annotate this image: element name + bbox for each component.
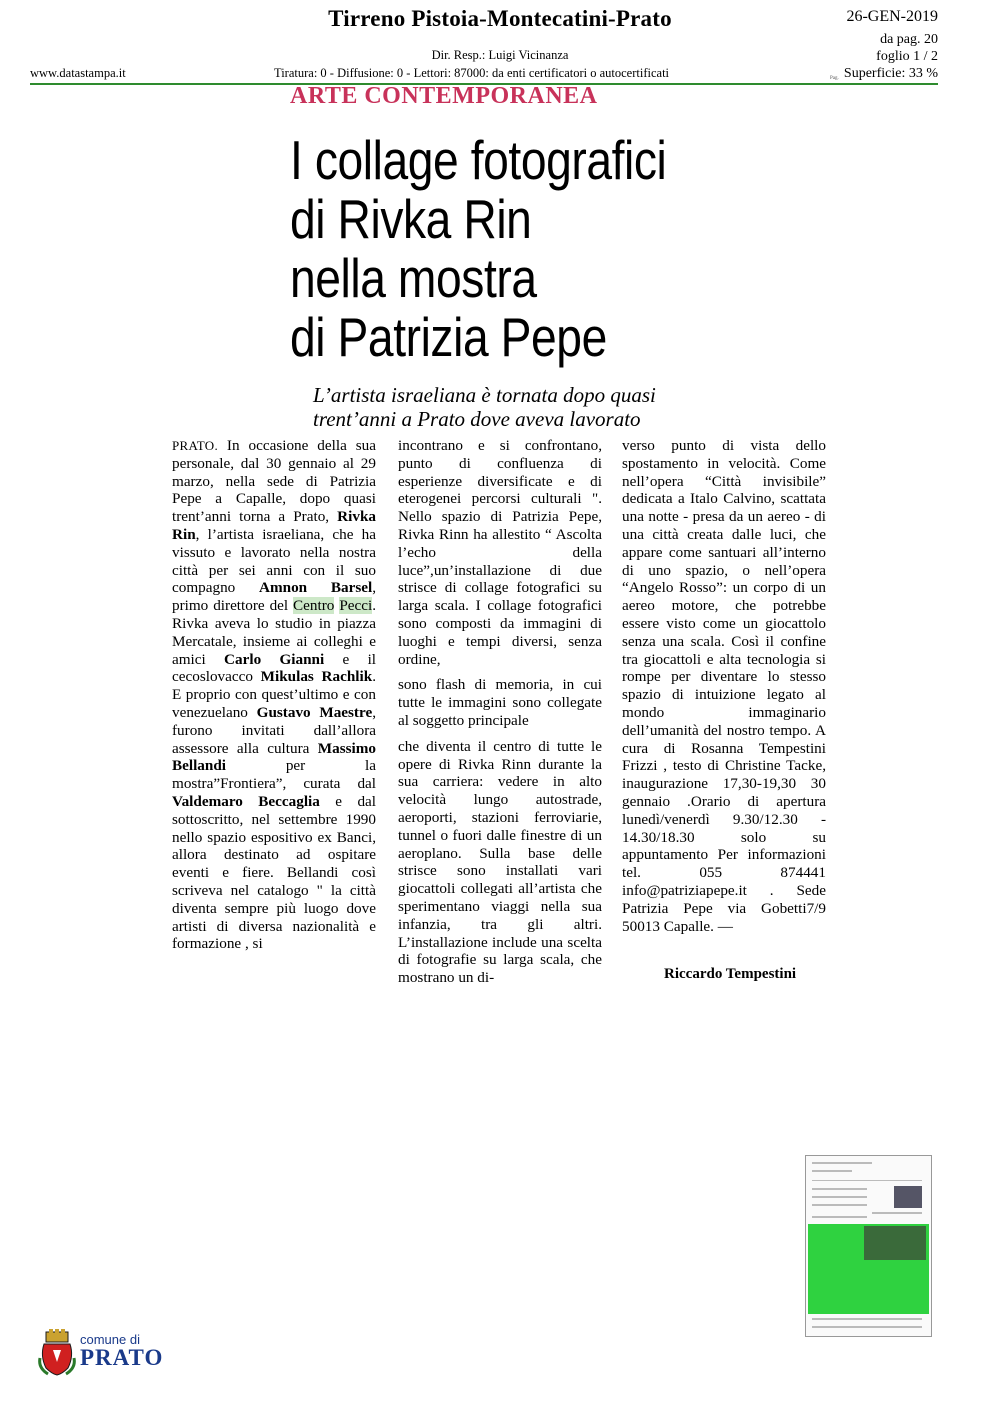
highlight-centro: Centro xyxy=(293,597,335,615)
surface-percent: Superficie: 33 % xyxy=(843,66,938,81)
article-column-2 xyxy=(398,437,602,987)
page-thumbnail[interactable] xyxy=(805,1155,932,1337)
article-column-1 xyxy=(172,437,376,953)
highlight-pecci: Pecci xyxy=(339,597,373,615)
article-byline: Riccardo Tempestini xyxy=(664,966,797,982)
publication-date: 26-GEN-2019 xyxy=(846,8,938,25)
article-headline xyxy=(290,131,760,367)
headline-line-1: I collage fotografici xyxy=(290,129,667,191)
director-line: Dir. Resp.: Luigi Vicinanza xyxy=(431,48,569,62)
subhead-line-1: L’artista israeliana è tornata dopo quasi xyxy=(313,383,656,407)
thumb-line xyxy=(812,1162,872,1164)
circulation-info: Tiratura: 0 - Diffusione: 0 - Lettori: 87000: da enti certificatori o autocertificati xyxy=(274,66,670,80)
thumb-line xyxy=(812,1318,922,1320)
article-column-3 xyxy=(622,437,826,935)
sheet-number: foglio 1 / 2 xyxy=(876,49,938,64)
headline-line-2: di Rivka Rin xyxy=(290,188,532,250)
headline-line-3: nella mostra xyxy=(290,247,537,309)
thumb-line xyxy=(872,1212,922,1214)
thumb-photo xyxy=(894,1186,922,1208)
page-number: da pag. 20 xyxy=(880,32,938,47)
subhead-line-2: trent’anni a Prato dove aveva lavorato xyxy=(313,407,641,431)
column-2-para-2: sono flash di memoria, in cui tutte le immagini sono collegate al soggetto principale xyxy=(398,676,602,729)
thumb-line xyxy=(812,1204,867,1206)
thumb-line xyxy=(812,1196,867,1198)
thumb-line xyxy=(812,1170,852,1172)
thumb-line xyxy=(812,1180,922,1181)
article-subhead xyxy=(313,383,656,431)
logo-subtitle: comune di xyxy=(80,1332,140,1347)
column-1-text: PRATO. In occasione della sua personale, dal 30 gennaio al 29 marzo, nella sede di Patrizia Pepe a Capalle, dopo quasi trent’anni torna a Prato, Rivka Rin, l’artista israeliana, che ha vissuto e lavorato nella nostra città per sei anni con il suo compagno Amnon Barsel, primo direttore del Centro Pecci. Rivka aveva lo studio in piazza Mercatale, insieme ai colleghi e amici Carlo Gianni e il cecoslovacco Mikulas Rachlik. E proprio con quest’ultimo e con venezuelano Gustavo Maestre, furono invitati dall’allora assessore alla cultura Massimo Bellandi per la mostra”Frontiera”, curata dal Valdemaro Beccaglia e dal sottoscritto, nel settembre 1990 nello spazio espositivo ex Banci, allora destinato ad ospitare eventi e fiere. Bellandi così scriveva nel catalogo " la città diventa sempre più luogo dove artisti di diversa nazionalità e formazione , si xyxy=(172,437,377,953)
column-2-para-3: che diventa il centro di tutte le opere di Rivka Rinn durante la sua carriera: vedere in alto velocità lungo autostrade, aeroporti, stazioni ferroviarie, tunnel o fuori dalle finestre di un aeroplano. Sulla base delle strisce sono installati vari giocattoli collegati all’artista che sperimentano viaggi nella sua infanzia, tra gli altri. L’installazione include una scelta di fotografie su larga scala, che mostrano un di- xyxy=(398,737,602,987)
thumb-line xyxy=(812,1326,922,1328)
prato-crest-icon xyxy=(38,1328,76,1376)
newspaper-title: Tirreno Pistoia-Montecatini-Prato xyxy=(328,6,672,31)
logo-title: PRATO xyxy=(80,1345,164,1370)
dateline: PRATO. xyxy=(172,438,218,453)
tiny-page-label: Pag. xyxy=(830,76,839,81)
column-3-para-1: verso punto di vista dello spostamento in velocità. Come nell’opera “Città invisibile” dedicata a Italo Calvino, scattata una notte - presa da un aereo - di una città creata dalle luci, che appare come santuari all’interno di uno spazio, o nell’opera “Angelo Rosso”: un corpo di un aereo motore, che potrebbe essere visto come un giocattolo senza una scala. Così il confine tra giocattoli e alta tecnologia si rompe per diventare lo stesso spazio di intuizione legato al mondo immaginario dell’umanità del nostro tempo. A cura di Rosanna Tempestini Frizzi , testo di Christine Tacke, inaugurazione 17,30-19,30 30 gennaio .Orario di apertura lunedì/venerdì 9.30/12.30 - 14.30/18.30 solo su appuntamento Per informazioni tel. 055 874441 info@patriziapepe.it . Sede Patrizia Pepe via Gobetti7/9 50013 Capalle. — xyxy=(622,437,826,935)
column-2-para-1: incontrano e si confrontano, punto di confluenza di esperienze diversificate e di eterogenei percorsi culturali ". Nello spazio di Patrizia Pepe, Rivka Rinn ha allestito “ Ascolta l’echo della luce”,un’installazione di due strisce di collage fotografici su larga scala. I collage fotografici sono composti da immagini di luoghi e tempi diversi, senza ordine, xyxy=(398,437,602,668)
thumb-line xyxy=(812,1216,867,1218)
thumb-photo xyxy=(864,1226,926,1260)
thumb-line xyxy=(812,1188,867,1190)
article-kicker: ARTE CONTEMPORANEA xyxy=(290,83,598,109)
headline-line-4: di Patrizia Pepe xyxy=(290,306,607,368)
website-link[interactable]: www.datastampa.it xyxy=(30,66,126,80)
